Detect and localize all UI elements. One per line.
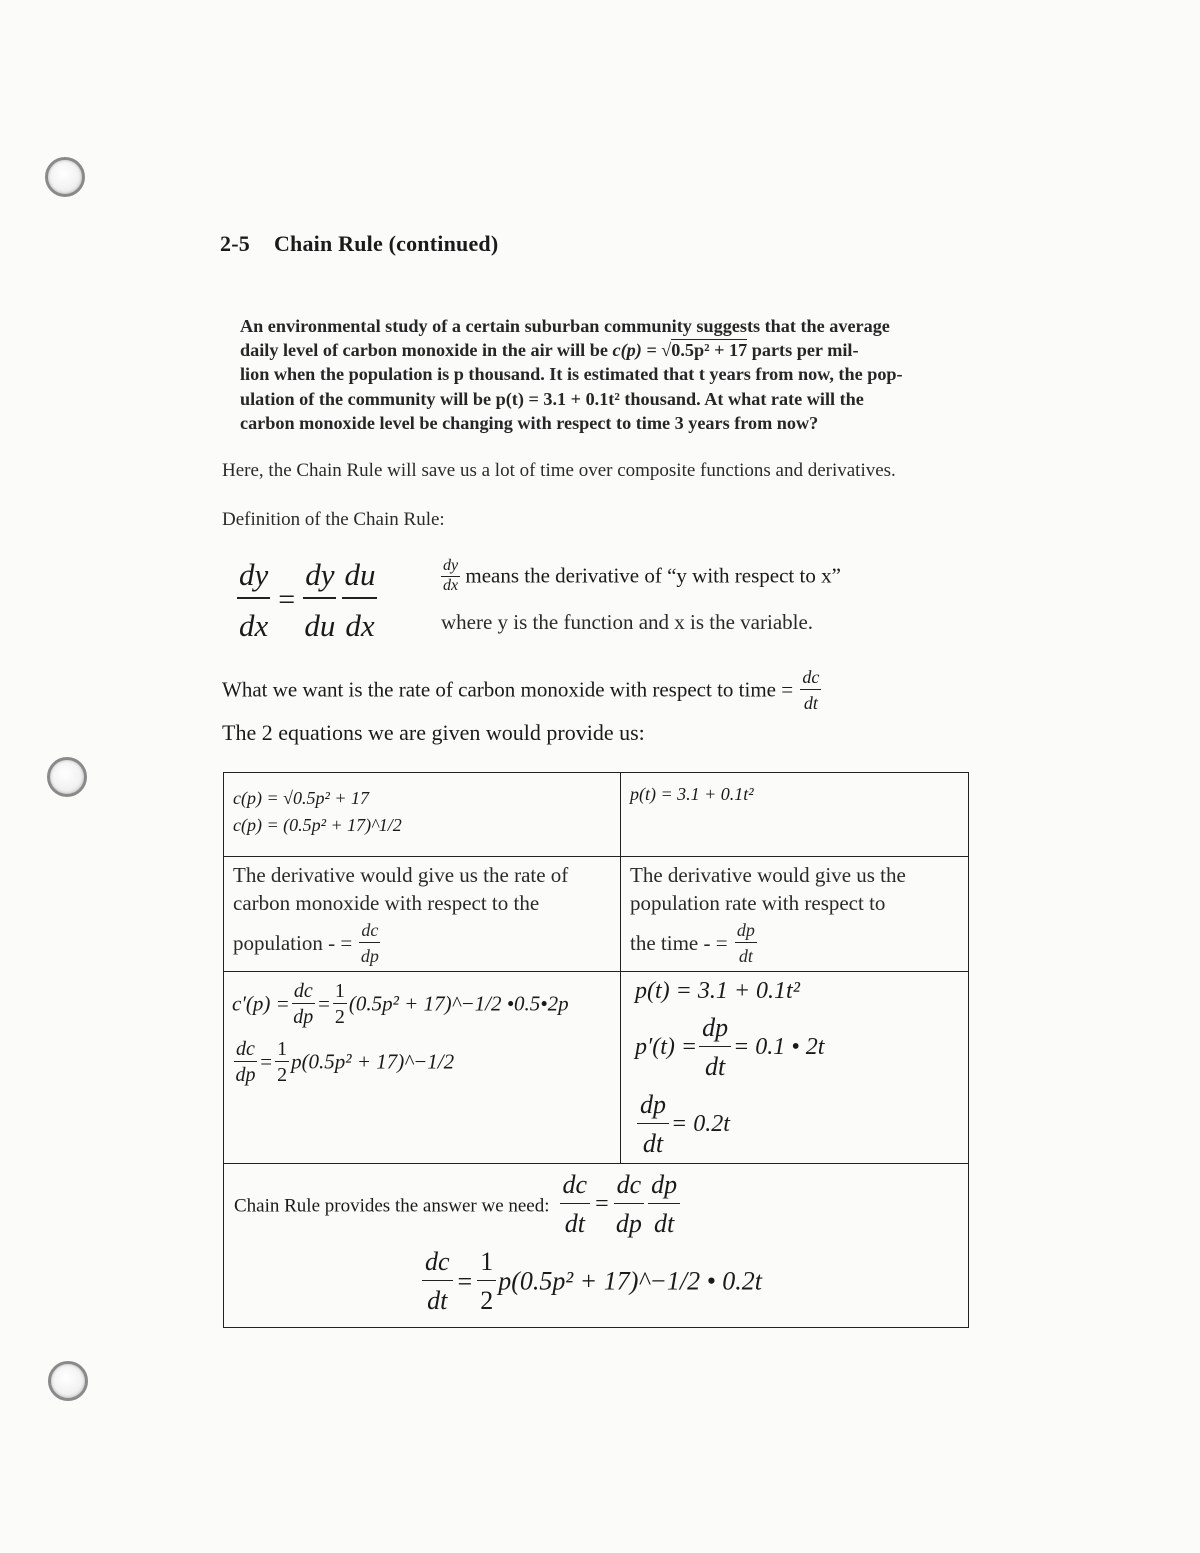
c-equation-power: c(p) = (0.5p² + 17)^1/2 <box>233 815 402 835</box>
binder-hole-middle <box>47 757 87 797</box>
chain-rule-formula: $\frac{dy}{dx}$ = $\frac{dy}{du}$ $\frac{du}{dx}$ <box>234 556 380 644</box>
chain-rule-answer-line-1: Chain Rule provides the answer we need: $\frac{dc}{dt}$ = $\frac{dc}{dp}$ $\frac{dp}{dt}$ <box>234 1170 959 1239</box>
du-dx-fraction: $\frac{du}{dx}$ <box>344 557 376 643</box>
table-row <box>224 773 969 857</box>
dy-du-fraction: $\frac{dy}{du}$ <box>304 557 336 643</box>
problem-line-5: carbon monoxide level be changing with respect to time 3 years from now? <box>240 412 819 433</box>
problem-line-1: An environmental study of a certain suburban community suggests that the average <box>240 316 890 336</box>
definition-label: Definition of the Chain Rule: <box>222 509 445 530</box>
problem-statement <box>240 314 935 435</box>
where-note: where y is the function and x is the variable. <box>441 610 814 634</box>
c-description-cell: The derivative would give us the rate of carbon monoxide with respect to the population - = $\frac{dc}{dp}$ <box>224 857 621 972</box>
binder-hole-bottom <box>48 1361 88 1401</box>
chain-rule-answer-line-2: $\frac{dc}{dt}$ = $\frac{1}{2}$ p(0.5p² + 17)^−1/2 • 0.2t <box>420 1247 959 1316</box>
p-equation-cell <box>621 773 969 857</box>
c-derivative-line-2: $\frac{dc}{dp}$ = $\frac{1}{2}$ p(0.5p² + 17)^−1/2 <box>235 1038 455 1086</box>
table-row <box>224 972 969 1164</box>
problem-line-2: daily level of carbon monoxide in the air will be c(p) = √0.5p² + 17 parts per mil- <box>240 340 859 361</box>
section-title: Chain Rule (continued) <box>273 231 499 256</box>
section-heading <box>220 231 498 257</box>
given-equations-label: The 2 equations we are given would provide us: <box>222 720 645 745</box>
chain-rule-answer-cell <box>224 1164 969 1328</box>
c-equations-cell <box>224 773 621 857</box>
c-of-p-expression: c(p) = √0.5p² + 17 <box>612 340 748 361</box>
p-equation: p(t) = 3.1 + 0.1t² <box>630 784 754 804</box>
dydx-meaning: $\frac{dy}{dx}$ means the derivative of “y with respect to x” <box>443 557 841 594</box>
intro-paragraph: Here, the Chain Rule will save us a lot of time over composite functions and derivatives. <box>222 460 896 481</box>
section-number: 2-5 <box>220 231 250 256</box>
problem-line-3: lion when the population is p thousand. It is estimated that t years from now, the pop- <box>240 364 903 385</box>
p-derivative-line-1: p′(t) = $\frac{dp}{dt}$ = 0.1 • 2t <box>635 1013 825 1081</box>
c-derivative-line-1: c′(p) = $\frac{dc}{dp}$ = $\frac{1}{2}$ (0.5p² + 17)^−1/2 •0.5•2p <box>232 980 569 1028</box>
c-derivative-cell <box>224 972 621 1164</box>
p-description-cell: The derivative would give us the population rate with respect to the time - = $\frac{dp}{dt}$ <box>621 857 969 972</box>
c-equation-radical: c(p) = √0.5p² + 17 <box>233 788 370 808</box>
p-of-t-expression: p(t) = 3.1 + 0.1t² thousand. <box>495 388 701 409</box>
p-derivative-cell <box>621 972 969 1164</box>
derivation-table <box>223 772 969 1328</box>
what-we-want: What we want is the rate of carbon monoxide with respect to time = $\frac{dc}{dt}$ <box>222 666 823 714</box>
p-derivative-line-2: $\frac{dp}{dt}$ = 0.2t <box>635 1090 959 1159</box>
dy-dx-fraction: $\frac{dy}{dx}$ <box>239 557 269 643</box>
binder-hole-top <box>45 157 85 197</box>
p-derivative-line-0: p(t) = 3.1 + 0.1t² <box>635 978 800 1004</box>
problem-line-4: ulation of the community will be p(t) = 3.1 + 0.1t² thousand. At what rate will the <box>240 388 864 409</box>
dc-dt-fraction: $\frac{dc}{dt}$ <box>802 667 820 713</box>
table-row <box>224 1164 969 1328</box>
table-row <box>224 857 969 972</box>
